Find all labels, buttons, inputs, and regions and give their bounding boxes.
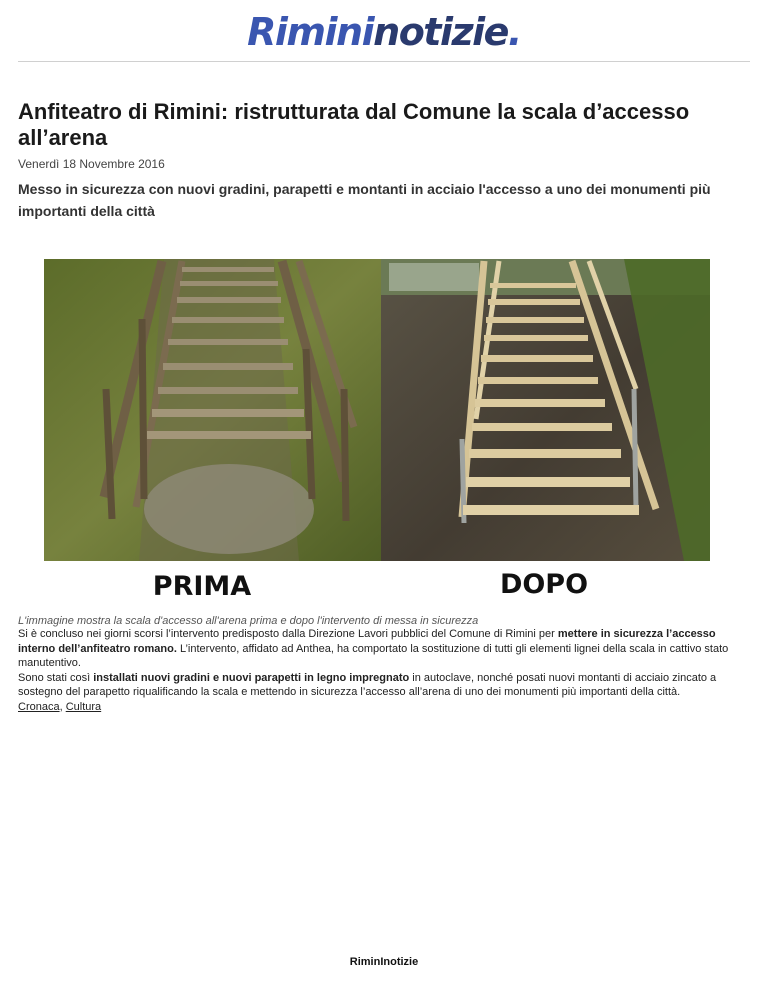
svg-text:PRIMA: PRIMA	[152, 571, 252, 602]
paragraph-1-highlight: mettere in sicurezza l’accesso interno dell’anfiteatro romano.	[18, 628, 716, 655]
paragraph-1: Si è concluso nei giorni scorsi l’intervento predisposto dalla Direzione Lavori pubblici del Comune di Rimini per mettere in sicurezza l’accesso interno dell’anfiteatro romano. L’intervento, affidato ad Anthea, ha comportato la sostituzione di tutti gli elementi lignei della scala in cattivo stato manutentivo.	[18, 628, 729, 669]
svg-text:DOPO: DOPO	[499, 569, 589, 600]
article-body	[18, 627, 753, 714]
tag-link-cronaca[interactable]: Cronaca	[18, 700, 60, 713]
article-date: Venerdì 18 Novembre 2016	[18, 157, 165, 171]
article-title: Anfiteatro di Rimini: ristrutturata dal Comune la scala d’accesso all’arena	[18, 99, 690, 150]
footer-site-name: RiminInotizie	[349, 956, 419, 968]
after-label	[381, 561, 710, 604]
before-label	[44, 561, 381, 604]
before-photo	[44, 259, 381, 604]
after-photo	[381, 259, 710, 604]
article-tags: Cronaca, Cultura	[18, 700, 102, 713]
article-subtitle: Messo in sicurezza con nuovi gradini, parapetti e montanti in acciaio l'accesso a uno dei monumenti più importanti della città	[18, 181, 711, 219]
site-logo[interactable]: Rimininotizie.	[247, 10, 521, 54]
paragraph-2-highlight: installati nuovi gradini e nuovi parapetti in legno impregnato	[93, 671, 410, 684]
paragraph-2: Sono stati così installati nuovi gradini e nuovi parapetti in legno impregnato in autoclave, nonché posati nuovi montanti di acciaio zincato a sostegno del parapetto riqualificando la scala e mettendo in sicurezza l’accesso all’arena di uno dei monumenti più importanti della città.	[18, 671, 717, 698]
image-caption: L'immagine mostra la scala d'accesso all'arena prima e dopo l'intervento di messa in sicurezza	[18, 615, 479, 627]
header-divider	[18, 61, 750, 62]
tag-link-cultura[interactable]: Cultura	[65, 700, 102, 713]
masthead	[0, 0, 768, 62]
before-after-photo	[44, 259, 710, 604]
